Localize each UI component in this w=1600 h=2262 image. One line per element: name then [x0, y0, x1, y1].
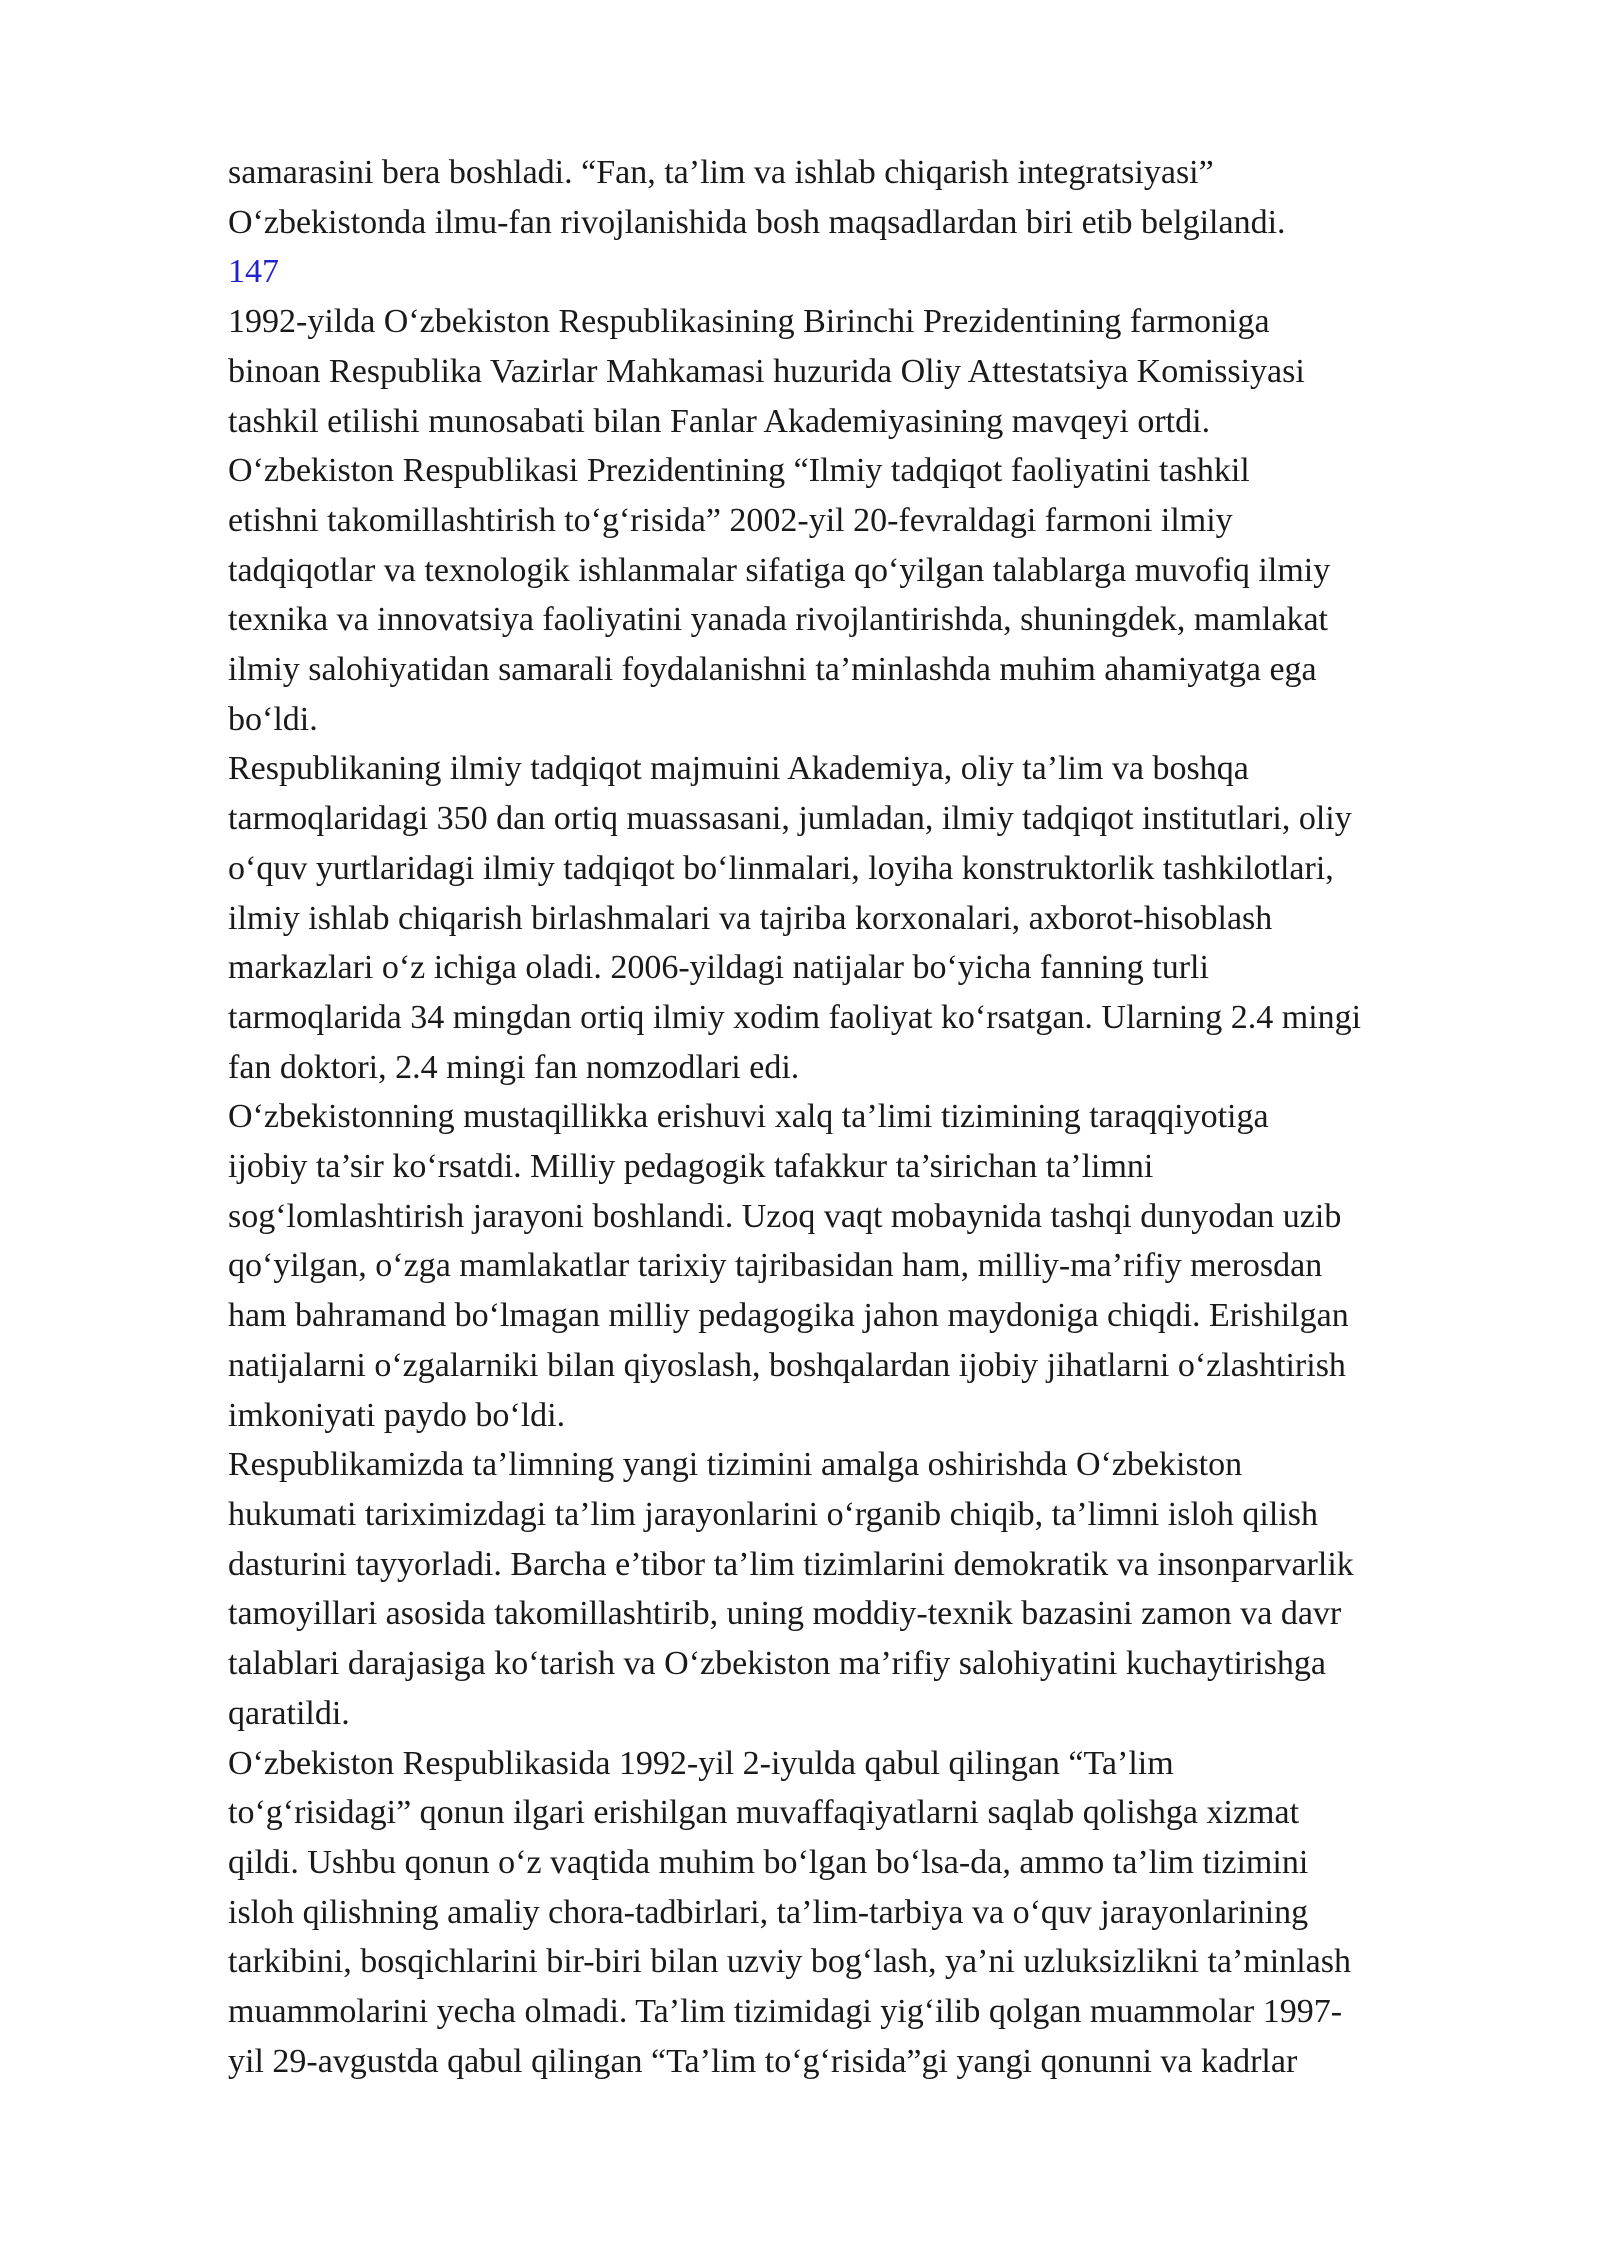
text-line: ilmiy salohiyatidan samarali foydalanishni ta’minlashda muhim ahamiyatga ega	[228, 651, 1317, 689]
text-line: tadqiqotlar va texnologik ishlanmalar sifatiga qo‘yilgan talablarga muvofiq ilmiy	[228, 551, 1331, 589]
text-line: tamoyillari asosida takomillashtirib, uning moddiy-texnik bazasini zamon va davr	[228, 1595, 1342, 1633]
text-line: sog‘lomlashtirish jarayoni boshlandi. Uzoq vaqt mobaynida tashqi dunyodan uzib	[228, 1197, 1342, 1235]
text-line: tarmoqlaridagi 350 dan ortiq muassasani, jumladan, ilmiy tadqiqot institutlari, oliy	[228, 800, 1352, 838]
text-line: fan doktori, 2.4 mingi fan nomzodlari edi.	[228, 1048, 800, 1086]
text-line: ijobiy ta’sir ko‘rsatdi. Milliy pedagogik tafakkur ta’sirichan ta’limni	[228, 1148, 1154, 1186]
text-line: O‘zbekistonda ilmu-fan rivojlanishida bosh maqsadlardan biri etib belgilandi.	[228, 203, 1286, 241]
text-line: isloh qilishning amaliy chora-tadbirlari, ta’lim-tarbiya va o‘quv jarayonlarining	[228, 1893, 1309, 1931]
text-line: to‘g‘risidagi” qonun ilgari erishilgan muvaffaqiyatlarni saqlab qolishga xizmat	[228, 1794, 1300, 1832]
text-line: O‘zbekiston Respublikasi Prezidentining “Ilmiy tadqiqot faoliyatini tashkil	[228, 452, 1250, 490]
text-line: tarkibini, bosqichlarini bir-biri bilan uzviy bog‘lash, ya’ni uzluksizlikni ta’minlash	[228, 1943, 1351, 1981]
text-line: yil 29-avgustda qabul qilingan “Ta’lim to‘g‘risida”gi yangi qonunni va kadrlar	[228, 2042, 1298, 2080]
text-line: ilmiy ishlab chiqarish birlashmalari va tajriba korxonalari, axborot-hisoblash	[228, 899, 1273, 937]
text-line: O‘zbekistonning mustaqillikka erishuvi xalq ta’limi tizimining taraqqiyotiga	[228, 1098, 1269, 1136]
text-line: qildi. Ushbu qonun o‘z vaqtida muhim bo‘lgan bo‘lsa-da, ammo ta’lim tizimini	[228, 1843, 1309, 1881]
text-line: etishni takomillashtirish to‘g‘risida” 2002-yil 20-fevraldagi farmoni ilmiy	[228, 501, 1233, 539]
text-line: samarasini bera boshladi. “Fan, ta’lim va ishlab chiqarish integratsiyasi”	[228, 154, 1214, 191]
text-line: qo‘yilgan, o‘zga mamlakatlar tarixiy tajribasidan ham, milliy-ma’rifiy merosdan	[228, 1247, 1323, 1285]
text-line: qaratildi.	[228, 1694, 350, 1732]
text-line: talablari darajasiga ko‘tarish va O‘zbekiston ma’rifiy salohiyatini kuchaytirishga	[228, 1645, 1327, 1683]
page-number: 147	[228, 253, 279, 291]
text-line: bo‘ldi.	[228, 700, 318, 738]
text-line: binoan Respublika Vazirlar Mahkamasi huzurida Oliy Attestatsiya Komissiyasi	[228, 352, 1305, 390]
text-line: ham bahramand bo‘lmagan milliy pedagogika jahon maydoniga chiqdi. Erishilgan	[228, 1297, 1349, 1335]
document-page	[228, 148, 1508, 2086]
text-line: tashkil etilishi munosabati bilan Fanlar Akademiyasining mavqeyi ortdi.	[228, 402, 1211, 440]
text-line: 1992-yilda O‘zbekiston Respublikasining Birinchi Prezidentining farmoniga	[228, 303, 1270, 341]
text-line: imkoniyati paydo bo‘ldi.	[228, 1396, 566, 1434]
text-line: O‘zbekiston Respublikasida 1992-yil 2-iyulda qabul qilingan “Ta’lim	[228, 1744, 1174, 1782]
text-line: natijalarni o‘zgalarniki bilan qiyoslash, boshqalardan ijobiy jihatlarni o‘zlashtirish	[228, 1346, 1346, 1384]
text-line: o‘quv yurtlaridagi ilmiy tadqiqot bo‘linmalari, loyiha konstruktorlik tashkilotlari,	[228, 849, 1334, 887]
text-line: Respublikaning ilmiy tadqiqot majmuini Akademiya, oliy ta’lim va boshqa	[228, 750, 1249, 788]
text-line: muammolarini yecha olmadi. Ta’lim tizimidagi yig‘ilib qolgan muammolar 1997-	[228, 1993, 1343, 2031]
text-line: hukumati tariximizdagi ta’lim jarayonlarini o‘rganib chiqib, ta’limni isloh qilish	[228, 1495, 1318, 1533]
text-line: markazlari o‘z ichiga oladi. 2006-yildagi natijalar bo‘yicha fanning turli	[228, 949, 1209, 987]
text-line: dasturini tayyorladi. Barcha e’tibor ta’lim tizimlarini demokratik va insonparvarlik	[228, 1545, 1354, 1583]
text-line: tarmoqlarida 34 mingdan ortiq ilmiy xodim faoliyat ko‘rsatgan. Ularning 2.4 mingi	[228, 998, 1362, 1036]
text-line: Respublikamizda ta’limning yangi tizimini amalga oshirishda O‘zbekiston	[228, 1446, 1243, 1484]
text-line: texnika va innovatsiya faoliyatini yanada rivojlantirishda, shuningdek, mamlakat	[228, 601, 1328, 639]
